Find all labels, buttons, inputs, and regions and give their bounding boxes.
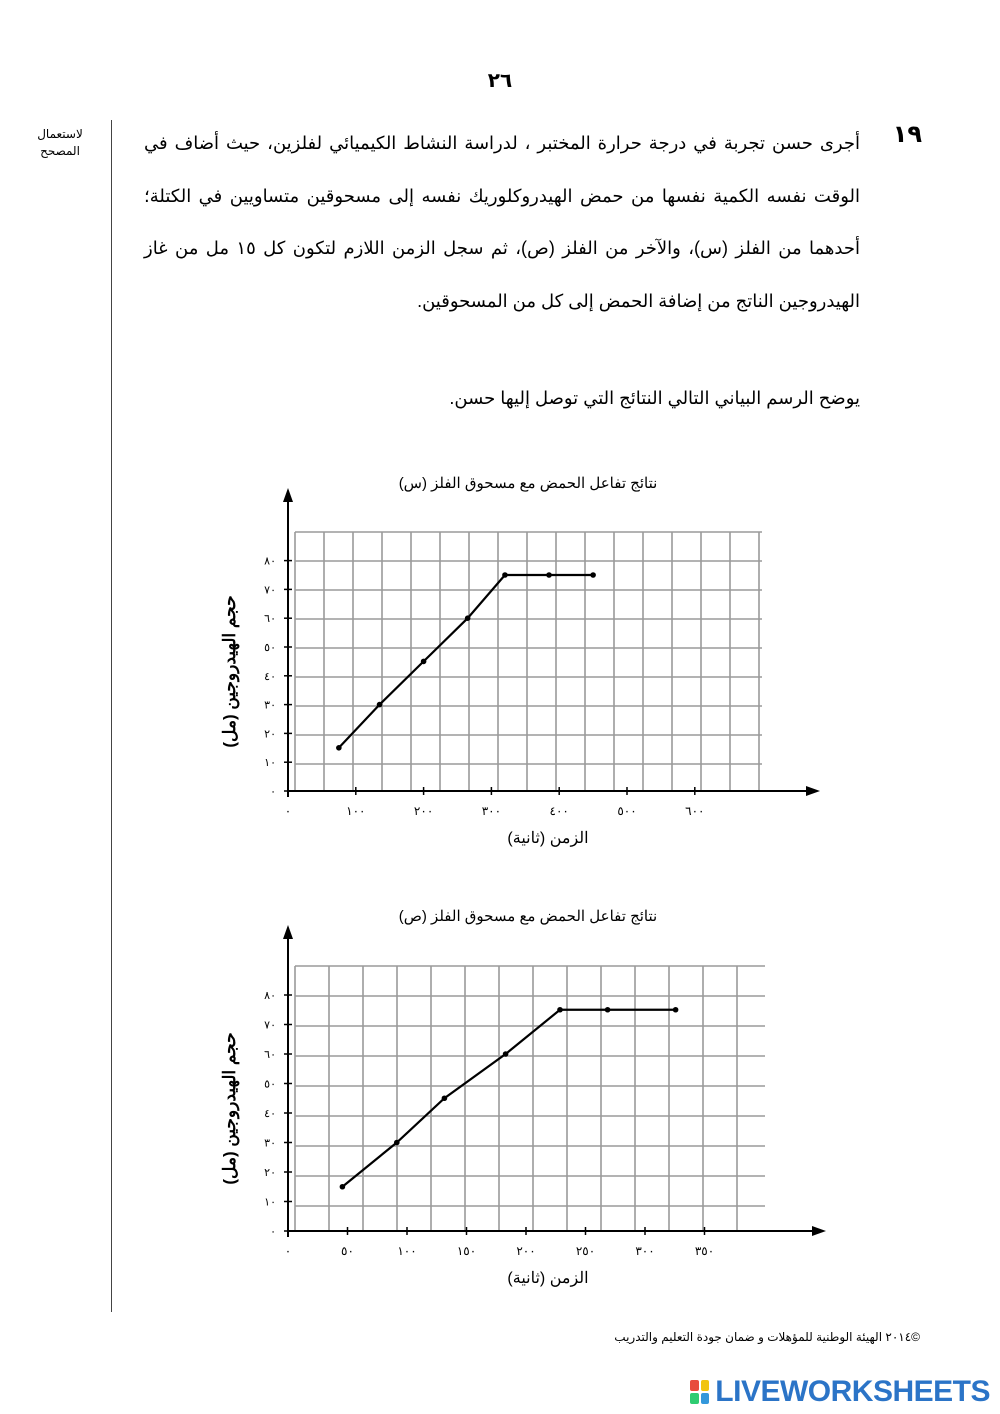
y-axis-arrow (283, 925, 293, 939)
data-point (340, 1184, 346, 1190)
chart-title: نتائج تفاعل الحمض مع مسحوق الفلز (س) (398, 475, 658, 492)
x-tick-label: ٠ (284, 804, 292, 818)
y-tick-label: ٥٠ (264, 1078, 276, 1091)
chart-grid (295, 532, 762, 791)
grader-use-label: لاستعمال المصحح (37, 127, 83, 158)
y-tick-label: ٢٠ (264, 1167, 276, 1179)
data-point (336, 745, 342, 751)
question-intro: يوضح الرسم البياني التالي النتائج التي توصل إليها حسن. (449, 388, 860, 408)
x-tick-label: ١٥٠ (456, 1244, 477, 1258)
y-tick-label: ٢٠ (264, 728, 276, 741)
y-tick-label: ٨٠ (264, 990, 276, 1002)
series-line (339, 575, 593, 748)
y-tick-label: ٦٠ (264, 613, 276, 626)
y-axis-label: حجم الهيدروجين (مل) (220, 595, 239, 748)
y-tick-label: ٦٠ (264, 1049, 276, 1061)
liveworksheets-logo (690, 1372, 990, 1412)
y-tick-label: ٠ (270, 1226, 276, 1238)
y-tick-label: ٨٠ (264, 555, 276, 568)
chart-title: نتائج تفاعل الحمض مع مسحوق الفلز (ص) (398, 908, 658, 925)
logo-square (690, 1380, 699, 1391)
y-axis-arrow (283, 488, 293, 502)
data-point (605, 1007, 611, 1013)
x-tick-label: ٣٠٠ (635, 1244, 655, 1258)
y-tick-label: ٠ (270, 786, 276, 798)
y-tick-label: ١٠ (264, 1196, 276, 1209)
x-tick-label: ٥٠٠ (617, 804, 637, 818)
x-tick-label: ١٠٠ (346, 804, 366, 818)
data-point (394, 1140, 400, 1146)
liveworksheets-text: LIVEWORKSHEETS (715, 1375, 990, 1408)
x-tick-label: ٢٥٠ (575, 1244, 596, 1258)
question-text (144, 117, 860, 327)
liveworksheets-icon (690, 1380, 709, 1404)
chart-grid (295, 966, 765, 1231)
series-line (342, 1010, 675, 1187)
logo-square (690, 1393, 699, 1404)
question-number: ١٩ (892, 121, 922, 148)
x-tick-label: ٠ (284, 1244, 292, 1258)
question-paragraph: أجرى حسن تجربة في درجة حرارة المختبر ، لدراسة النشاط الكيميائي لفلزين، حيث أضاف في الوقت نفسه الكمية نفسها من حمض الهيدروكلوريك نفسه إلى مسحوقين متساويين في الكتلة؛ أحدهما من الفلز (س)، والآخر من الفلز (ص)، ثم سجل الزمن اللازم لتكون كل ١٥ مل من غاز الهيدروجين الناتج من إضافة الحمض إلى كل من المسحوقين. (144, 133, 860, 311)
y-tick-label: ٤٠ (264, 1108, 276, 1120)
x-axis-label: الزمن (ثانية) (507, 830, 589, 847)
x-tick-label: ٤٠٠ (549, 804, 569, 818)
y-tick-label: ١٠ (264, 757, 276, 770)
chart-svg-p (0, 893, 1000, 1303)
page-number: ٢٦ (487, 70, 513, 92)
chart-metal-p (0, 893, 1000, 1303)
y-axis-label: حجم الهيدروجين (مل) (220, 1032, 239, 1185)
logo-square (701, 1393, 710, 1404)
x-axis-arrow (812, 1226, 826, 1236)
data-point (590, 572, 596, 578)
data-point (503, 1051, 509, 1057)
y-tick-label: ٣٠ (264, 1137, 276, 1150)
x-tick-label: ٢٠٠ (413, 804, 434, 818)
y-tick-label: ٧٠ (264, 1019, 276, 1032)
data-point (421, 659, 427, 665)
y-tick-label: ٤٠ (264, 670, 276, 683)
data-point (502, 572, 508, 578)
y-tick-label: ٥٠ (264, 642, 276, 654)
x-tick-label: ٥٠ (341, 1244, 354, 1258)
y-tick-label: ٣٠ (264, 699, 276, 712)
data-point (557, 1007, 563, 1013)
x-tick-label: ٢٠٠ (516, 1244, 536, 1258)
x-tick-label: ٣٥٠ (694, 1244, 715, 1258)
copyright-footer: ©٢٠١٤ الهيئة الوطنية للمؤهلات و ضمان جودة التعليم والتدريب (614, 1330, 920, 1344)
data-point (377, 702, 383, 708)
x-axis-label: الزمن (ثانية) (507, 1270, 589, 1287)
x-tick-label: ٦٠٠ (685, 804, 705, 818)
data-point (465, 615, 471, 621)
x-tick-label: ٣٠٠ (481, 804, 502, 818)
chart-svg-s (0, 458, 1000, 858)
x-tick-label: ١٠٠ (397, 1244, 417, 1258)
data-point (442, 1095, 448, 1101)
x-axis-arrow (806, 786, 820, 796)
logo-square (701, 1380, 710, 1391)
data-point (673, 1007, 679, 1013)
data-point (546, 572, 552, 578)
y-tick-label: ٧٠ (264, 584, 276, 597)
chart-metal-s (0, 458, 1000, 858)
